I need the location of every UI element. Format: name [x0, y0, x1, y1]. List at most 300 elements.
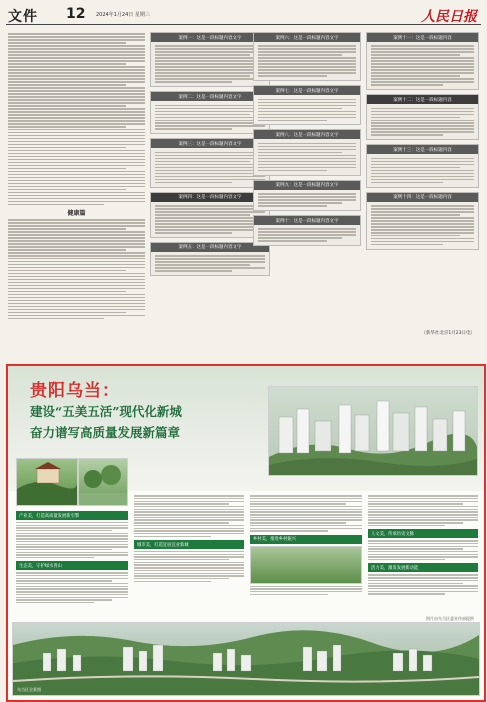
feature-section-heading: 生态美，守护绿水青山 [16, 561, 128, 570]
text-line [258, 149, 356, 151]
case-heading: 案例六：这是一段标题内容文字 [254, 33, 360, 42]
text-line [8, 204, 104, 206]
text-line [368, 503, 463, 504]
text-line [8, 249, 126, 251]
text-line [8, 129, 145, 131]
text-line [155, 211, 265, 213]
text-line [368, 556, 478, 557]
text-line [134, 509, 244, 510]
text-line [371, 179, 474, 181]
text-line [258, 231, 356, 233]
text-line [258, 199, 356, 201]
text-line [8, 42, 126, 44]
text-line [155, 54, 250, 56]
text-line [8, 144, 145, 146]
text-line [16, 544, 128, 545]
case-box [366, 192, 479, 250]
text-line [155, 261, 265, 263]
text-line [155, 128, 232, 130]
text-line [250, 586, 362, 587]
text-line [258, 167, 356, 169]
text-line [8, 180, 145, 182]
text-line [368, 591, 478, 592]
article-text-block [8, 33, 145, 205]
text-line [8, 162, 145, 164]
text-line [8, 36, 145, 38]
text-line [8, 288, 145, 290]
text-line [134, 581, 211, 582]
text-line [134, 511, 244, 512]
text-line [155, 270, 232, 272]
text-line [8, 261, 145, 263]
text-line [258, 202, 342, 204]
text-line [155, 57, 265, 59]
text-line [16, 530, 112, 531]
article-subheading: 健康篇 [67, 210, 86, 218]
text-line [8, 138, 145, 140]
case-box [253, 32, 361, 81]
text-line [371, 122, 474, 124]
text-line [8, 126, 126, 128]
text-line [368, 495, 478, 496]
text-line [371, 128, 474, 130]
text-line [258, 196, 356, 198]
text-line [8, 246, 145, 248]
text-line [16, 575, 128, 576]
text-line [155, 167, 265, 169]
text-line [368, 574, 478, 575]
right-column-a [253, 32, 361, 332]
text-line [258, 108, 342, 110]
text-line [8, 228, 126, 230]
text-line [134, 564, 244, 565]
text-line [8, 231, 145, 233]
article-text-block [8, 219, 145, 319]
text-line [258, 170, 327, 172]
text-line [16, 583, 128, 584]
case-heading: 案例一：这是一段标题内容文字 [151, 33, 269, 42]
case-box [366, 144, 479, 187]
text-line [134, 519, 244, 520]
text-line [8, 51, 145, 53]
text-line [258, 228, 356, 230]
text-line [134, 522, 229, 523]
case-heading: 案例十三：这是一段标题内容 [367, 145, 478, 154]
text-line [155, 223, 265, 225]
text-line [155, 155, 265, 157]
text-line [368, 511, 478, 512]
village-photo [250, 546, 362, 584]
text-line [371, 63, 474, 65]
case-heading: 案例七：这是一段标题内容文字 [254, 86, 360, 95]
text-line [258, 66, 356, 68]
text-line [371, 220, 474, 222]
text-line [134, 575, 244, 576]
page-header [6, 6, 481, 25]
text-line [8, 108, 145, 110]
feature-text-col-2 [134, 494, 244, 616]
feature-section-heading: 乡村美，推进乡村振兴 [250, 535, 362, 544]
text-line [258, 51, 356, 53]
text-line [155, 208, 265, 210]
text-line [371, 229, 474, 231]
text-line [155, 114, 250, 116]
text-line [8, 87, 145, 89]
text-line [16, 588, 128, 589]
text-line [8, 186, 145, 188]
text-line [155, 105, 265, 107]
text-line [16, 597, 128, 598]
text-line [8, 78, 145, 80]
text-line [8, 63, 126, 65]
text-line [258, 234, 356, 236]
text-line [8, 282, 145, 284]
text-line [8, 168, 126, 170]
text-line [371, 173, 474, 175]
text-line [16, 527, 128, 528]
text-line [371, 211, 474, 213]
text-line [8, 222, 145, 224]
text-line [368, 543, 478, 544]
text-line [8, 90, 145, 92]
text-line [368, 517, 478, 518]
text-line [134, 570, 244, 571]
text-line [134, 501, 244, 502]
text-line [155, 69, 265, 71]
text-line [371, 217, 474, 219]
page-number: 12 [66, 6, 86, 22]
text-line [155, 164, 265, 166]
text-line [134, 559, 229, 560]
text-line [8, 57, 145, 59]
text-line [371, 170, 474, 172]
text-line [8, 297, 145, 299]
text-line [371, 117, 460, 119]
text-line [371, 182, 443, 184]
text-line [258, 105, 356, 107]
text-line [258, 57, 356, 59]
text-line [371, 238, 474, 240]
text-line [258, 146, 356, 148]
text-line [134, 528, 244, 529]
text-line [371, 84, 443, 86]
text-line [8, 141, 145, 143]
text-line [134, 556, 244, 557]
feature-text-col-1 [16, 508, 128, 616]
text-line [155, 258, 265, 260]
text-line [155, 161, 250, 163]
text-line [368, 509, 478, 510]
city-skyline-photo [268, 386, 478, 476]
text-line [368, 514, 478, 515]
text-line [155, 78, 265, 80]
text-line [155, 217, 265, 219]
text-line [371, 226, 474, 228]
text-line [8, 177, 145, 179]
text-line [371, 235, 460, 237]
text-line [8, 171, 145, 173]
text-line [368, 519, 478, 520]
text-line [155, 176, 265, 178]
text-line [134, 554, 244, 555]
text-line [371, 223, 474, 225]
text-line [371, 120, 474, 122]
case-heading: 案例十：这是一段标题内容文字 [254, 216, 360, 225]
feature-title: 贵阳乌当： [30, 381, 120, 401]
text-line [258, 60, 356, 62]
text-line [155, 45, 265, 47]
text-line [8, 285, 145, 287]
case-heading: 案例十四：这是一段标题内容 [367, 193, 478, 202]
text-line [8, 303, 145, 305]
text-line [155, 182, 232, 184]
text-line [371, 214, 460, 216]
text-line [8, 147, 126, 149]
text-line [16, 591, 128, 592]
text-line [8, 195, 145, 197]
case-heading: 案例十一：这是一段标题内容 [367, 33, 478, 42]
text-line [155, 125, 265, 127]
text-line [8, 273, 145, 275]
text-line [16, 602, 94, 603]
text-line [134, 551, 244, 552]
text-line [155, 72, 265, 74]
text-line [134, 530, 244, 531]
text-line [155, 117, 265, 119]
text-line [8, 33, 145, 35]
text-line [250, 530, 328, 531]
text-line [134, 517, 244, 518]
text-line [368, 548, 463, 549]
text-line [8, 309, 145, 311]
text-line [8, 54, 145, 56]
text-line [8, 114, 145, 116]
text-line [134, 514, 244, 515]
panorama-photo [12, 622, 480, 696]
case-box [150, 91, 270, 134]
text-line [134, 536, 211, 537]
text-line [8, 150, 145, 152]
text-line [368, 554, 478, 555]
text-line [371, 176, 474, 178]
text-line [250, 522, 346, 523]
text-line [8, 135, 145, 137]
text-line [155, 48, 265, 50]
text-line [155, 232, 232, 234]
photo-caption: 乌当区全景图 [17, 687, 41, 692]
text-line [16, 522, 128, 523]
case-box [150, 192, 270, 238]
text-line [155, 255, 265, 257]
text-line [8, 99, 145, 101]
text-line [250, 509, 362, 510]
text-line [250, 519, 362, 520]
center-column [150, 32, 270, 332]
text-line [8, 72, 145, 74]
text-line [8, 252, 145, 254]
text-line [371, 134, 443, 136]
text-line [8, 276, 145, 278]
text-line [371, 232, 474, 234]
feature-section-heading: 人文美，传承历史文脉 [368, 529, 478, 538]
case-heading: 案例八：这是一段标题内容文字 [254, 130, 360, 139]
text-line [8, 81, 145, 83]
feature-section-heading: 活力美，激发发展新动能 [368, 563, 478, 572]
text-line [8, 165, 145, 167]
text-line [371, 164, 474, 166]
text-line [8, 105, 126, 107]
feature-text-col-4 [368, 494, 478, 616]
park-graphic [79, 459, 127, 505]
page-footer-note: （新华社北京1月23日电） [421, 331, 475, 336]
text-line [155, 81, 232, 83]
landscape-graphic [17, 459, 77, 505]
text-line [8, 153, 145, 155]
text-line [134, 498, 244, 499]
feature-subtitle-line2: 奋力谱写高质量发展新篇章 [30, 425, 181, 440]
text-line [371, 57, 474, 59]
panorama-graphic [13, 623, 479, 695]
photo-credit: 图片由乌当区委宣传部提供 [426, 616, 474, 621]
text-line [250, 495, 362, 496]
case-heading: 案例四：这是一段标题内容文字 [151, 193, 269, 202]
text-line [250, 517, 362, 518]
text-line [250, 501, 362, 502]
text-line [368, 506, 478, 507]
case-box [253, 180, 361, 211]
case-heading: 案例三：这是一段标题内容文字 [151, 139, 269, 148]
text-line [368, 522, 463, 523]
text-line [371, 60, 474, 62]
text-line [371, 81, 474, 83]
text-line [371, 78, 474, 80]
text-line [16, 525, 128, 526]
text-line [8, 75, 145, 77]
city-skyline-graphic [269, 387, 477, 475]
text-line [8, 318, 104, 320]
text-line [371, 75, 460, 77]
text-line [134, 503, 229, 504]
text-line [371, 161, 474, 163]
text-line [8, 174, 145, 176]
text-line [155, 66, 265, 68]
text-line [371, 131, 474, 133]
text-line [8, 294, 145, 296]
text-line [368, 588, 478, 589]
text-line [258, 155, 356, 157]
text-line [371, 205, 474, 207]
text-line [250, 503, 346, 504]
text-line [250, 498, 362, 499]
text-line [8, 258, 145, 260]
text-line [258, 143, 356, 145]
text-line [155, 226, 265, 228]
text-line [250, 514, 362, 515]
text-line [258, 72, 356, 74]
case-heading: 案例五：这是一段标题内容文字 [151, 243, 269, 252]
text-line [8, 267, 145, 269]
text-line [16, 535, 128, 536]
text-line [8, 255, 145, 257]
text-line [368, 498, 478, 499]
text-line [155, 63, 265, 65]
text-line [371, 244, 443, 246]
text-line [8, 123, 145, 125]
case-box [150, 138, 270, 187]
feature-section [6, 364, 486, 702]
text-line [8, 159, 145, 161]
section-title: 文件 [8, 9, 38, 25]
text-line [258, 114, 356, 116]
text-line [371, 111, 474, 113]
case-box [150, 32, 270, 87]
text-line [8, 111, 145, 113]
text-line [258, 240, 327, 242]
text-line [134, 495, 244, 496]
text-line [258, 237, 342, 239]
feature-subtitle-line1: 建设“五美五活”现代化新城 [30, 404, 182, 419]
text-line [8, 270, 126, 272]
text-line [371, 66, 474, 68]
text-line [155, 205, 265, 207]
text-line [258, 161, 356, 163]
text-line [8, 66, 145, 68]
text-line [258, 63, 356, 65]
text-line [8, 96, 145, 98]
text-line [134, 567, 244, 568]
text-line [8, 120, 145, 122]
text-line [258, 205, 327, 207]
case-box [253, 215, 361, 246]
text-line [8, 84, 126, 86]
text-line [16, 552, 128, 553]
text-line [368, 540, 478, 541]
text-line [250, 525, 362, 526]
text-line [16, 538, 128, 539]
text-line [16, 554, 128, 555]
case-box [253, 85, 361, 125]
text-line [368, 559, 445, 560]
text-line [368, 585, 478, 586]
text-line [8, 240, 145, 242]
text-line [368, 501, 478, 502]
text-line [250, 594, 328, 595]
text-line [134, 506, 244, 507]
text-line [8, 243, 145, 245]
text-line [8, 45, 145, 47]
text-line [8, 132, 145, 134]
left-article [8, 32, 145, 352]
text-line [368, 580, 478, 581]
park-photo [78, 458, 128, 506]
text-line [16, 599, 112, 600]
text-line [368, 577, 478, 578]
text-line [258, 48, 356, 50]
text-line [155, 170, 265, 172]
right-column-b [366, 32, 479, 332]
text-line [371, 114, 474, 116]
text-line [8, 189, 126, 191]
text-line [8, 198, 145, 200]
text-line [371, 45, 474, 47]
text-line [371, 54, 460, 56]
text-line [155, 173, 265, 175]
text-line [16, 557, 94, 558]
text-line [258, 152, 342, 154]
case-heading: 案例九：这是一段标题内容文字 [254, 181, 360, 190]
text-line [258, 54, 342, 56]
text-line [8, 102, 145, 104]
